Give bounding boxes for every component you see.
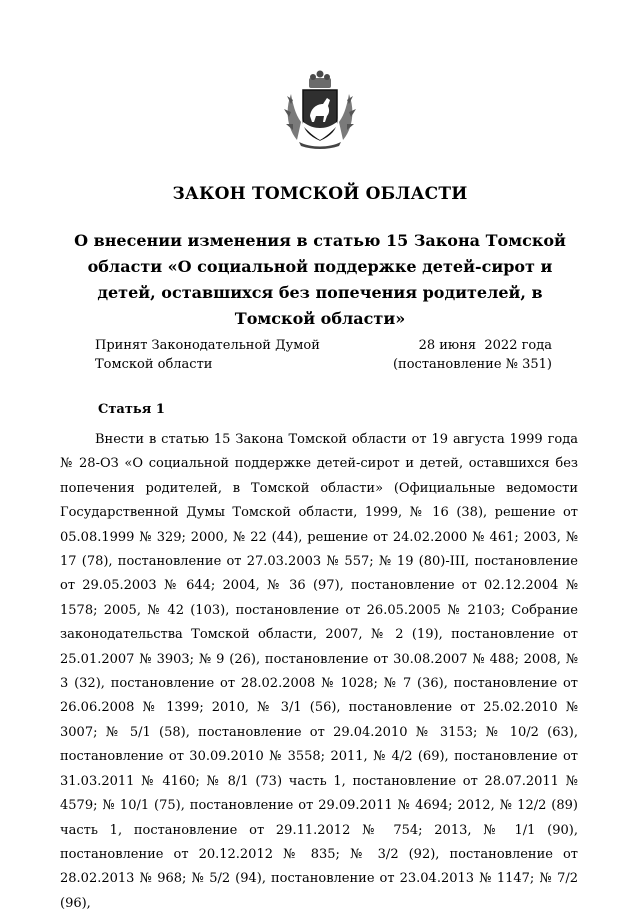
adopted-by-line-2: Томской области [95, 357, 213, 372]
adoption-date-block [380, 336, 552, 374]
adopted-by-line-1: Принят Законодательной Думой [95, 338, 320, 353]
adoption-date: 28 июня 2022 года [418, 338, 552, 353]
tomsk-coat-of-arms-icon [283, 70, 357, 150]
resolution-number: (постановление № 351) [392, 357, 552, 372]
law-subtitle: О внесении изменения в статью 15 Закона Томской области «О социальной поддержке детей-сирот и детей, оставшихся без попечения родителей, в Томской области» [74, 231, 566, 328]
article-heading: Статья 1 [98, 402, 165, 417]
adopted-by-block [95, 336, 355, 374]
article-body: Внести в статью 15 Закона Томской области от 19 августа 1999 года № 28-ОЗ «О социальной поддержке детей-сирот и детей, оставшихся без попечения родителей, в Томской области» (Официальные ведомости Государственной Думы Томской области, 1999, № 16 (38), решение от 05.08.1999 № 329; 2000, № 22 (44), решение от 24.02.2000 № 461; 2003, № 17 (78), постановление от 27.03.2003 № 557; № 19 (80)-III, постановление от 29.05.2003 № 644; 2004, № 36 (97), постановление от 02.12.2004 № 1578; 2005, № 42 (103), постановление от 26.05.2005 № 2103; Собрание законодательства Томской области, 2007, № 2 (19), постановление от 25.01.2007 № 3903; № 9 (26), постановление от 30.08.2007 № 488; 2008, № 3 (32), постановление от 28.02.2008 № 1028; № 7 (36), постановление от 26.06.2008 № 1399; 2010, № 3/1 (56), постановление от 25.02.2010 № 3007; № 5/1 (58), постановление от 29.04.2010 № 3153; № 10/2 (63), постановление от 30.09.2010 № 3558; 2011, № 4/2 (69), постановление от 31.03.2011 № 4160; № 8/1 (73) часть 1, постановление от 28.07.2011 № 4579; № 10/1 (75), постановление от 29.09.2011 № 4694; 2012, № 12/2 (89) часть 1, постановление от 29.11.2012 № 754; 2013, № 1/1 (90), постановление от 20.12.2012 № 835; № 3/2 (92), постановление от 28.02.2013 № 968; № 5/2 (94), постановление от 23.04.2013 № 1147; № 7/2 (96), [60, 432, 578, 911]
law-title: ЗАКОН ТОМСКОЙ ОБЛАСТИ [172, 184, 468, 204]
